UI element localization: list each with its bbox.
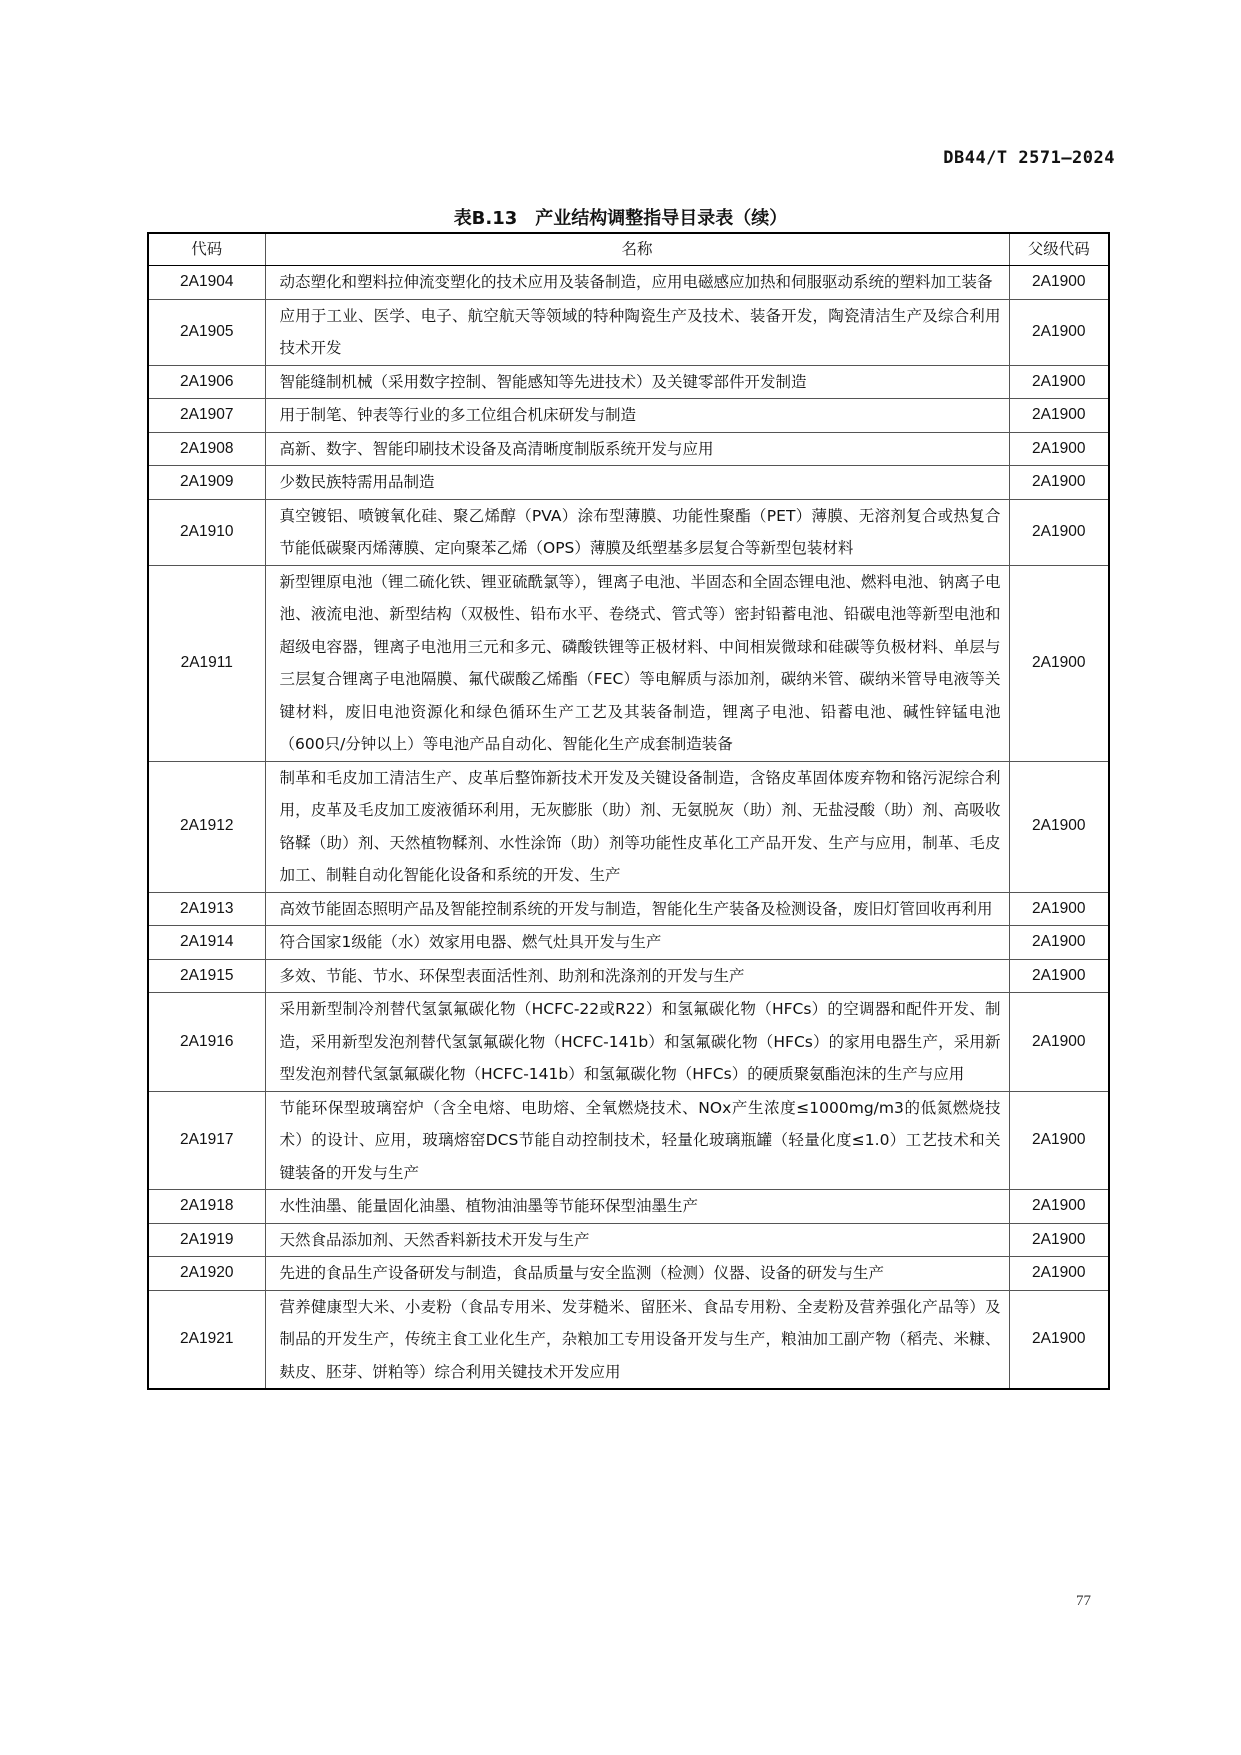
name-cell: 新型锂原电池（锂二硫化铁、锂亚硫酰氯等），锂离子电池、半固态和全固态锂电池、燃料电池、钠离子电池、液流电池、新型结构（双极性、铅布水平、卷绕式、管式等）密封铅蓄电池、铅碳电池等新型电池和超级电容器，锂离子电池用三元和多元、磷酸铁锂等正极材料、中间相炭微球和硅碳等负极材料、单层与三层复合锂离子电池隔膜、氟代碳酸乙烯酯（FEC）等电解质与添加剂，碳纳米管、碳纳米管导电液等关键材料，废旧电池资源化和绿色循环生产工艺及其装备制造，锂离子电池、铅蓄电池、碱性锌锰电池（600只/分钟以上）等电池产品自动化、智能化生产成套制造装备 — [265, 565, 1009, 761]
table-row — [148, 761, 1109, 892]
parent-cell: 2A1900 — [1009, 1190, 1109, 1224]
table-row — [148, 1091, 1109, 1190]
table-row — [148, 399, 1109, 433]
code-cell: 2A1904 — [148, 266, 265, 300]
table-row — [148, 266, 1109, 300]
name-cell: 少数民族特需用品制造 — [265, 466, 1009, 500]
table-row — [148, 365, 1109, 399]
name-cell: 应用于工业、医学、电子、航空航天等领域的特种陶瓷生产及技术、装备开发，陶瓷清洁生产及综合利用技术开发 — [265, 299, 1009, 365]
table-row — [148, 926, 1109, 960]
parent-cell: 2A1900 — [1009, 1223, 1109, 1257]
name-cell: 符合国家1级能（水）效家用电器、燃气灶具开发与生产 — [265, 926, 1009, 960]
table-row — [148, 466, 1109, 500]
table-row — [148, 993, 1109, 1092]
table-row — [148, 565, 1109, 761]
table-row — [148, 1290, 1109, 1389]
page-number: 77 — [1076, 1593, 1091, 1609]
name-cell: 动态塑化和塑料拉伸流变塑化的技术应用及装备制造，应用电磁感应加热和伺服驱动系统的塑料加工装备 — [265, 266, 1009, 300]
catalog-table — [147, 232, 1110, 1390]
parent-cell: 2A1900 — [1009, 892, 1109, 926]
name-cell: 采用新型制冷剂替代氢氯氟碳化物（HCFC-22或R22）和氢氟碳化物（HFCs）的空调器和配件开发、制造，采用新型发泡剂替代氢氯氟碳化物（HCFC-141b）和氢氟碳化物（HFCs）的家用电器生产，采用新型发泡剂替代氢氯氟碳化物（HCFC-141b）和氢氟碳化物（HFCs）的硬质聚氨酯泡沫的生产与应用 — [265, 993, 1009, 1092]
name-cell: 用于制笔、钟表等行业的多工位组合机床研发与制造 — [265, 399, 1009, 433]
code-cell: 2A1906 — [148, 365, 265, 399]
code-cell: 2A1917 — [148, 1091, 265, 1190]
table-row — [148, 1257, 1109, 1291]
code-cell: 2A1915 — [148, 959, 265, 993]
parent-cell: 2A1900 — [1009, 399, 1109, 433]
parent-cell: 2A1900 — [1009, 1091, 1109, 1190]
parent-cell: 2A1900 — [1009, 266, 1109, 300]
name-cell: 制革和毛皮加工清洁生产、皮革后整饰新技术开发及关键设备制造，含铬皮革固体废弃物和铬污泥综合利用，皮革及毛皮加工废液循环利用，无灰膨胀（助）剂、无氨脱灰（助）剂、无盐浸酸（助）剂、高吸收铬鞣（助）剂、天然植物鞣剂、水性涂饰（助）剂等功能性皮革化工产品开发、生产与应用，制革、毛皮加工、制鞋自动化智能化设备和系统的开发、生产 — [265, 761, 1009, 892]
table-row — [148, 1190, 1109, 1224]
code-cell: 2A1918 — [148, 1190, 265, 1224]
code-cell: 2A1911 — [148, 565, 265, 761]
code-cell: 2A1905 — [148, 299, 265, 365]
table-row — [148, 499, 1109, 565]
parent-cell: 2A1900 — [1009, 466, 1109, 500]
parent-cell: 2A1900 — [1009, 761, 1109, 892]
parent-cell: 2A1900 — [1009, 1257, 1109, 1291]
column-header-code: 代码 — [148, 233, 265, 266]
table-row — [148, 299, 1109, 365]
name-cell: 天然食品添加剂、天然香料新技术开发与生产 — [265, 1223, 1009, 1257]
code-cell: 2A1921 — [148, 1290, 265, 1389]
column-header-name: 名称 — [265, 233, 1009, 266]
code-cell: 2A1909 — [148, 466, 265, 500]
name-cell: 营养健康型大米、小麦粉（食品专用米、发芽糙米、留胚米、食品专用粉、全麦粉及营养强化产品等）及制品的开发生产，传统主食工业化生产，杂粮加工专用设备开发与生产，粮油加工副产物（稻壳、米糠、麸皮、胚芽、饼粕等）综合利用关键技术开发应用 — [265, 1290, 1009, 1389]
table-row — [148, 432, 1109, 466]
table-row — [148, 1223, 1109, 1257]
code-cell: 2A1912 — [148, 761, 265, 892]
table-caption: 表B.13 产业结构调整指导目录表（续） — [453, 208, 788, 229]
code-cell: 2A1907 — [148, 399, 265, 433]
parent-cell: 2A1900 — [1009, 499, 1109, 565]
parent-cell: 2A1900 — [1009, 565, 1109, 761]
table-row — [148, 959, 1109, 993]
table-body — [148, 266, 1109, 1390]
code-cell: 2A1908 — [148, 432, 265, 466]
name-cell: 节能环保型玻璃窑炉（含全电熔、电助熔、全氧燃烧技术、NOx产生浓度≤1000mg/m3的低氮燃烧技术）的设计、应用，玻璃熔窑DCS节能自动控制技术，轻量化玻璃瓶罐（轻量化度≤1.0）工艺技术和关键装备的开发与生产 — [265, 1091, 1009, 1190]
name-cell: 智能缝制机械（采用数字控制、智能感知等先进技术）及关键零部件开发制造 — [265, 365, 1009, 399]
column-header-parent: 父级代码 — [1009, 233, 1109, 266]
parent-cell: 2A1900 — [1009, 365, 1109, 399]
name-cell: 真空镀铝、喷镀氧化硅、聚乙烯醇（PVA）涂布型薄膜、功能性聚酯（PET）薄膜、无溶剂复合或热复合节能低碳聚丙烯薄膜、定向聚苯乙烯（OPS）薄膜及纸塑基多层复合等新型包装材料 — [265, 499, 1009, 565]
code-cell: 2A1914 — [148, 926, 265, 960]
name-cell: 水性油墨、能量固化油墨、植物油油墨等节能环保型油墨生产 — [265, 1190, 1009, 1224]
name-cell: 多效、节能、节水、环保型表面活性剂、助剂和洗涤剂的开发与生产 — [265, 959, 1009, 993]
document-code: DB44/T 2571—2024 — [943, 148, 1115, 168]
code-cell: 2A1919 — [148, 1223, 265, 1257]
name-cell: 先进的食品生产设备研发与制造，食品质量与安全监测（检测）仪器、设备的研发与生产 — [265, 1257, 1009, 1291]
code-cell: 2A1913 — [148, 892, 265, 926]
table-header-row — [148, 233, 1109, 266]
name-cell: 高效节能固态照明产品及智能控制系统的开发与制造，智能化生产装备及检测设备，废旧灯管回收再利用 — [265, 892, 1009, 926]
parent-cell: 2A1900 — [1009, 299, 1109, 365]
table-row — [148, 892, 1109, 926]
code-cell: 2A1920 — [148, 1257, 265, 1291]
parent-cell: 2A1900 — [1009, 993, 1109, 1092]
name-cell: 高新、数字、智能印刷技术设备及高清晰度制版系统开发与应用 — [265, 432, 1009, 466]
parent-cell: 2A1900 — [1009, 926, 1109, 960]
parent-cell: 2A1900 — [1009, 1290, 1109, 1389]
code-cell: 2A1916 — [148, 993, 265, 1092]
parent-cell: 2A1900 — [1009, 432, 1109, 466]
parent-cell: 2A1900 — [1009, 959, 1109, 993]
code-cell: 2A1910 — [148, 499, 265, 565]
